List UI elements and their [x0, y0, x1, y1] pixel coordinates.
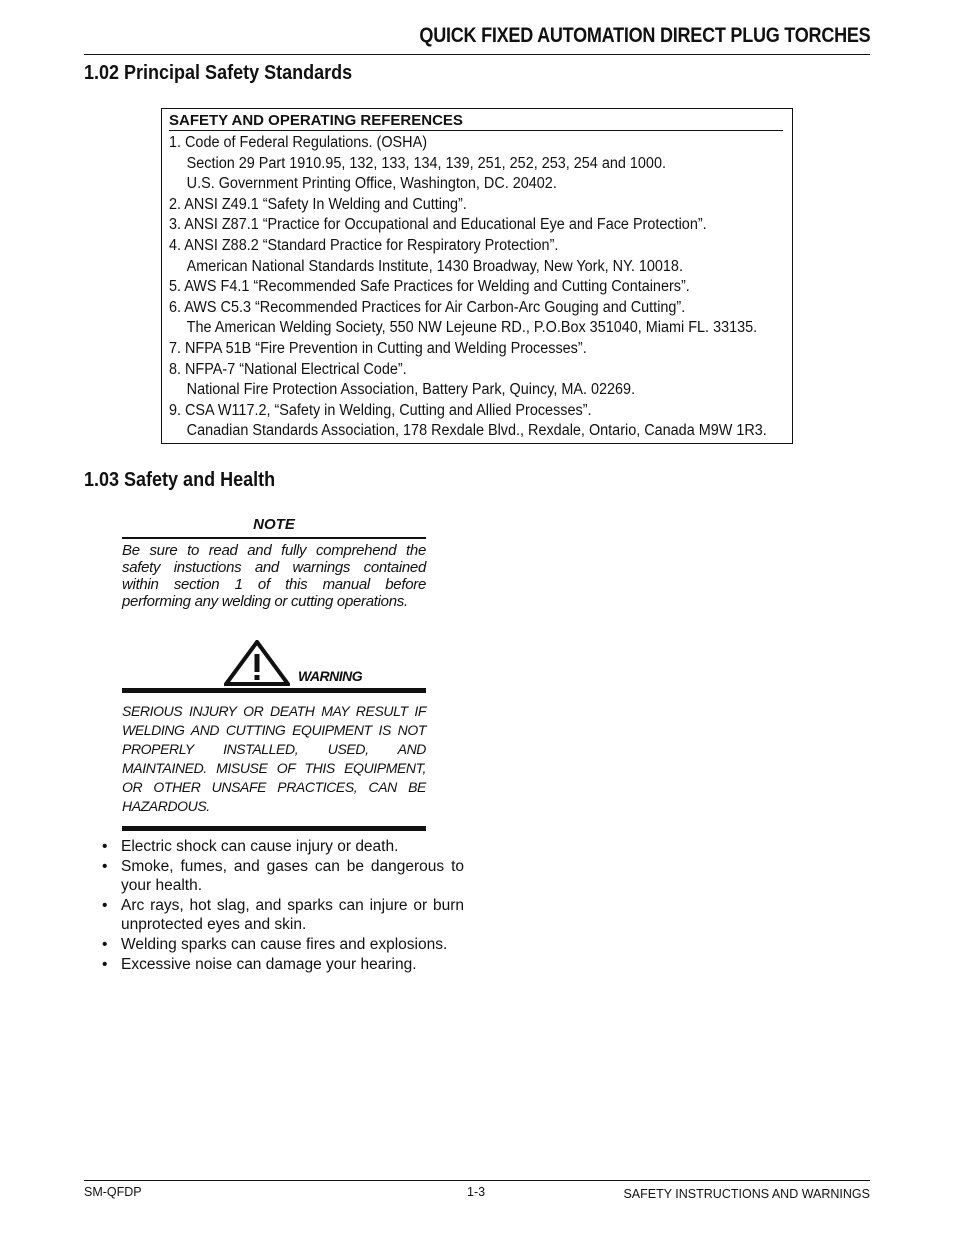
list-item-text: Excessive noise can damage your hearing.: [121, 955, 417, 973]
reference-line: 5. AWS F4.1 “Recommended Safe Practices for Welding and Cutting Containers”.: [169, 278, 690, 296]
footer-section-title: SAFETY INSTRUCTIONS AND WARNINGS: [623, 1187, 870, 1201]
note-callout: [122, 516, 426, 610]
list-item-text: Arc rays, hot slag, and sparks can injure or burn unprotected eyes and skin.: [121, 896, 464, 934]
page-number: 1-3: [467, 1185, 486, 1199]
list-item-text: Electric shock can cause injury or death.: [121, 838, 399, 855]
document-title: QUICK FIXED AUTOMATION DIRECT PLUG TORCHES: [418, 24, 870, 47]
warning-text: SERIOUS INJURY OR DEATH MAY RESULT IF WELDING AND CUTTING EQUIPMENT IS NOT PROPERLY INSTALLED, USED, AND MAINTAINED. MISUSE OF THIS EQUIPMENT, OR OTHER UNSAFE PRACTICES, CAN BE HAZARDOUS.: [122, 703, 426, 814]
section-heading-1-03: 1.03 Safety and Health: [84, 469, 276, 491]
page-header: [84, 22, 870, 55]
warning-header: [122, 640, 426, 688]
reference-line: Canadian Standards Association, 178 Rexdale Blvd., Rexdale, Ontario, Canada M9W 1R3.: [186, 422, 767, 440]
note-label: NOTE: [253, 516, 295, 533]
reference-line: 8. NFPA-7 “National Electrical Code”.: [169, 360, 407, 378]
hazard-bullet-list: [100, 837, 464, 974]
reference-line: American National Standards Institute, 1430 Broadway, New York, NY. 10018.: [186, 257, 683, 275]
warning-top-divider: [122, 688, 426, 693]
list-item-text: Smoke, fumes, and gases can be dangerous to your health.: [121, 857, 464, 895]
reference-line: 6. AWS C5.3 “Recommended Practices for Air Carbon-Arc Gouging and Cutting”.: [169, 298, 686, 316]
manual-code: SM-QFDP: [84, 1185, 142, 1199]
bullet-icon: •: [102, 955, 108, 973]
references-list: [169, 133, 787, 442]
list-item: [100, 896, 464, 935]
reference-line: National Fire Protection Association, Battery Park, Quincy, MA. 02269.: [186, 381, 636, 399]
note-divider: [122, 537, 426, 539]
bullet-icon: •: [102, 838, 108, 855]
bullet-icon: •: [102, 857, 108, 875]
reference-line: 3. ANSI Z87.1 “Practice for Occupational and Educational Eye and Face Protection”.: [169, 216, 707, 234]
safety-references-box: [161, 108, 793, 444]
references-box-title: SAFETY AND OPERATING REFERENCES: [169, 112, 783, 131]
reference-line: 9. CSA W117.2, “Safety in Welding, Cutting and Allied Processes”.: [169, 401, 592, 419]
reference-line: 7. NFPA 51B “Fire Prevention in Cutting and Welding Processes”.: [169, 339, 587, 357]
warning-callout: [122, 640, 426, 831]
reference-line: 4. ANSI Z88.2 “Standard Practice for Respiratory Protection”.: [169, 236, 559, 254]
section-heading-1-02: 1.02 Principal Safety Standards: [84, 62, 353, 84]
reference-line: 2. ANSI Z49.1 “Safety In Welding and Cutting”.: [169, 195, 467, 213]
list-item: [100, 857, 464, 896]
page-footer: [84, 1180, 870, 1211]
reference-line: The American Welding Society, 550 NW Lejeune RD., P.O.Box 351040, Miami FL. 33135.: [186, 319, 758, 337]
reference-line: Section 29 Part 1910.95, 132, 133, 134, 139, 251, 252, 253, 254 and 1000.: [186, 154, 666, 172]
bullet-icon: •: [102, 935, 108, 953]
warning-label: WARNING: [298, 668, 363, 684]
list-item: [100, 955, 464, 975]
reference-line: U.S. Government Printing Office, Washington, DC. 20402.: [186, 175, 557, 193]
reference-line: 1. Code of Federal Regulations. (OSHA): [169, 134, 428, 151]
warning-bottom-divider: [122, 826, 426, 831]
list-item: [100, 935, 464, 955]
list-item: [100, 837, 464, 857]
warning-triangle-icon: [224, 640, 290, 686]
bullet-icon: •: [102, 896, 108, 914]
list-item-text: Welding sparks can cause fires and explosions.: [121, 935, 448, 953]
note-text: Be sure to read and fully comprehend the safety instuctions and warnings contained within section 1 of this manual before performing any welding or cutting operations.: [122, 542, 426, 610]
